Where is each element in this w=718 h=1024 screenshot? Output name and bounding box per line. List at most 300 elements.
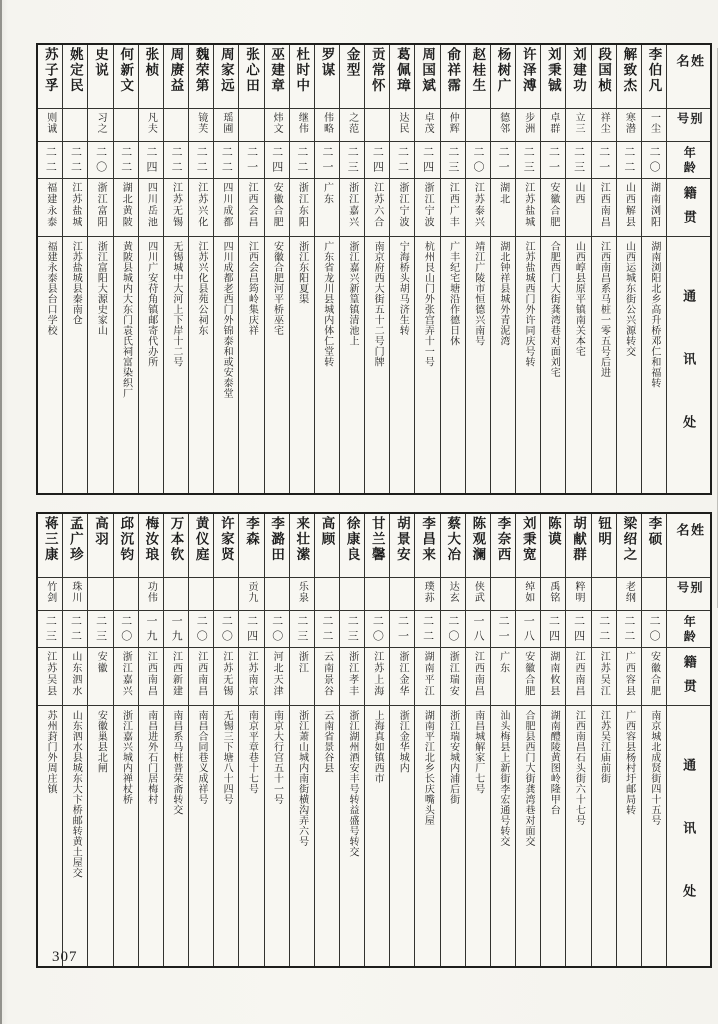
header-native-place-label: 籍贯 [681,186,697,234]
table-header-column [666,45,710,493]
person-address: 云南省景谷县 [321,710,333,773]
person-name: 张桢 [143,47,159,78]
person-address: 江苏盐城西门外许同庆号转 [523,241,535,367]
person-alias-cell [38,109,62,142]
person-address: 杭州艮山门外张宫弄十一号 [422,241,434,367]
person-address-cell [390,706,414,966]
person-address-cell [516,706,540,966]
person-name: 孟广珍 [67,516,83,563]
person-age-cell [63,611,87,648]
person-native-place-cell [189,179,213,237]
person-native-place-cell [290,179,314,237]
person-age: 二二 [295,146,308,176]
person-address: 湖北钟祥县城外青泥湾 [497,241,509,346]
person-age: 二二 [597,615,610,645]
person-column [414,514,439,966]
person-name-cell [365,45,389,109]
person-age-cell [566,142,590,179]
person-name: 邱沉钧 [118,516,134,563]
person-alias: 璞荪 [422,581,434,603]
person-column [515,45,540,493]
person-native-place-cell [441,648,465,706]
person-address: 合肥县西门大街龚湾巷对面交 [523,710,535,847]
person-alias: 贡九 [246,581,258,603]
header-address [667,706,710,966]
person-address: 山西运城东街公兴源转交 [623,241,635,357]
person-native-place: 浙江宁波 [396,182,408,228]
person-age: 二四 [371,146,384,176]
person-name: 张心田 [243,47,259,94]
person-name: 陈谟 [545,516,561,547]
person-name-cell [642,514,666,578]
scan-edge-artifact-left [0,0,2,1024]
person-alias: 祥尘 [598,112,610,134]
person-age-cell [365,142,389,179]
person-column [238,514,263,966]
person-column [339,45,364,493]
person-age: 二二 [69,146,82,176]
person-column [87,45,112,493]
person-native-place: 江苏六合 [371,182,383,228]
person-column [641,514,666,966]
person-native-place: 浙江嘉兴 [346,182,358,228]
person-native-place: 江西新建 [170,651,182,697]
person-native-place: 浙江孝丰 [346,651,358,697]
person-age: 二〇 [94,146,107,176]
person-age: 二二 [119,146,132,176]
person-address: 江西会昌筠岭集庆祥 [246,241,258,336]
person-address-cell [63,237,87,493]
person-name-cell [315,45,339,109]
person-name: 杨树广 [495,47,511,94]
person-alias-cell [290,578,314,611]
person-native-place: 福建永泰 [44,182,56,228]
header-name-label: 姓名 [674,523,705,551]
person-address: 浙江湖州酒安丰号转益盛号转交 [346,710,358,857]
person-native-place-cell [415,648,439,706]
person-address: 浙江金华城内 [397,710,409,773]
person-age-cell [516,142,540,179]
person-column [389,45,414,493]
person-name: 姚定民 [67,47,83,94]
person-age: 二一 [497,615,510,645]
person-address: 汕头梅县上新街李宏通号转交 [497,710,509,847]
person-native-place-cell [114,179,138,237]
person-name: 李伯凡 [646,47,662,94]
person-alias: 寒潜 [623,112,635,134]
person-native-place-cell [139,179,163,237]
person-name-cell [114,45,138,109]
person-column [238,45,263,493]
person-alias-cell [365,109,389,142]
person-address: 南昌进外石门居梅村 [145,710,157,805]
person-alias: 之范 [346,112,358,134]
person-alias-cell [592,109,616,142]
person-native-place-cell [592,179,616,237]
person-name-cell [63,514,87,578]
person-age: 二三 [572,146,585,176]
person-alias-cell [566,578,590,611]
person-address-cell [466,706,490,966]
person-native-place: 安徽合肥 [547,182,559,228]
person-age-cell [114,611,138,648]
person-native-place-cell [617,179,641,237]
person-age: 二四 [245,615,258,645]
person-address-cell [340,706,364,966]
person-age-cell [265,611,289,648]
person-address-cell [88,237,112,493]
person-native-place: 浙江宁波 [422,182,434,228]
person-native-place-cell [415,179,439,237]
person-age-cell [642,611,666,648]
person-age-cell [566,611,590,648]
person-name: 刘建功 [571,47,586,94]
person-native-place: 江西南昌 [145,651,157,697]
person-address: 黄陂县城内大东门袁氏祠富染织厂 [120,241,132,399]
person-name: 贡常怀 [369,47,385,94]
person-native-place: 江西会昌 [246,182,258,228]
person-name-cell [38,45,62,109]
header-age [667,142,710,179]
person-native-place-cell [290,648,314,706]
person-name: 周国斌 [420,47,436,94]
person-alias-cell [390,578,414,611]
person-age: 二〇 [471,146,484,176]
person-age-cell [114,142,138,179]
person-native-place-cell [139,648,163,706]
person-age-cell [38,611,62,648]
person-name-cell [265,514,289,578]
person-column [540,514,565,966]
person-column [62,45,87,493]
person-name-cell [38,514,62,578]
person-name-cell [415,45,439,109]
person-age-cell [491,611,515,648]
person-name: 梁绍之 [621,516,637,563]
person-native-place-cell [239,179,263,237]
person-alias: 步洲 [522,112,534,134]
person-name-cell [592,514,616,578]
person-address-cell [566,706,590,966]
person-address: 浙江萧山城内南街横沟弄六号 [296,710,308,847]
person-address: 山东泗水县城东大卞桥邮转黄土屋交 [70,710,82,878]
person-alias-cell [617,109,641,142]
person-column [465,514,490,966]
person-age: 二三 [346,615,359,645]
person-alias-cell [340,578,364,611]
person-column [188,45,213,493]
person-age-cell [38,142,62,179]
person-alias-cell [541,578,565,611]
person-age-cell [415,142,439,179]
person-address: 江苏兴化县苑公祠东 [196,241,207,336]
person-address-cell [265,706,289,966]
person-name-cell [63,45,87,109]
person-column [591,45,616,493]
person-name-cell [516,514,540,578]
person-address-cell [114,237,138,493]
person-name: 徐康良 [344,516,360,563]
person-column [440,514,465,966]
person-name: 高羽 [93,516,109,547]
person-name: 蒋三康 [42,516,58,563]
person-address: 无锡城中大河上下岸十二号 [170,241,182,367]
person-alias-cell [164,578,188,611]
person-age-cell [239,142,263,179]
person-alias-cell [642,109,666,142]
directory-table-top [36,43,712,495]
person-native-place-cell [340,648,364,706]
person-column [138,514,163,966]
person-alias-cell [340,109,364,142]
person-native-place-cell [214,179,238,237]
person-address: 苏州葑门外周庄镇 [45,710,57,794]
person-alias-cell [315,109,339,142]
person-name-cell [441,45,465,109]
person-age-cell [541,142,565,179]
person-address-cell [617,706,641,966]
person-alias: 竹剑 [44,581,56,603]
person-native-place: 江苏泰兴 [472,182,484,228]
person-age: 二三 [295,615,308,645]
person-address-cell [265,237,289,493]
person-name: 杜时中 [294,47,310,94]
person-age-cell [466,142,490,179]
person-age: 一九 [170,615,183,645]
person-age: 二二 [44,146,57,176]
page-number: 307 [52,949,78,965]
person-age: 二三 [522,146,535,176]
person-age-cell [340,611,364,648]
person-native-place: 江西广丰 [447,182,459,228]
person-age-cell [139,611,163,648]
person-native-place-cell [63,179,87,237]
person-alias: 达民 [396,112,408,134]
person-alias: 珠川 [69,581,81,603]
person-native-place-cell [491,648,515,706]
person-name-cell [139,514,163,578]
person-alias: 炜文 [271,112,283,134]
person-address: 福建永泰县台口学校 [45,241,57,336]
person-native-place-cell [340,179,364,237]
person-native-place: 湖北黄陂 [120,182,132,228]
person-alias-cell [63,109,87,142]
person-name-cell [340,45,364,109]
person-age: 二〇 [220,615,233,645]
person-native-place: 江苏无锡 [220,651,232,697]
person-native-place-cell [38,179,62,237]
person-address: 南昌城解家厂七号 [472,710,484,794]
person-age-cell [88,142,112,179]
person-name-cell [642,45,666,109]
person-column [163,45,188,493]
person-age-cell [390,611,414,648]
person-native-place-cell [617,648,641,706]
person-alias-cell [365,578,389,611]
person-address: 安徽巢县北闸 [95,710,107,773]
person-address: 南昌系马桩普荣斋转交 [170,710,182,815]
person-alias: 仲辉 [447,112,459,134]
person-age-cell [390,142,414,179]
header-address [667,237,710,493]
person-alias: 一尘 [648,112,660,134]
person-age-cell [315,142,339,179]
person-age: 二三 [44,615,57,645]
person-address: 江苏吴江庙前街 [598,710,610,784]
person-native-place: 湖南浏阳 [648,182,660,228]
person-alias-cell [390,109,414,142]
person-address: 湖南平江北乡长庆嘴头屋 [422,710,434,826]
person-native-place-cell [365,179,389,237]
person-address-cell [214,706,238,966]
person-native-place: 浙江 [296,651,308,674]
person-column [314,45,339,493]
person-native-place: 广东 [321,182,333,205]
person-name: 段国桢 [596,47,612,94]
person-native-place-cell [592,648,616,706]
person-address-cell [63,706,87,966]
person-address-cell [214,237,238,493]
person-column [264,514,289,966]
header-age-label: 年龄 [682,146,697,176]
person-age: 一九 [144,615,157,645]
person-name-cell [566,514,590,578]
person-name-cell [617,45,641,109]
person-address-cell [239,706,263,966]
person-age: 二二 [220,146,233,176]
person-name: 葛佩璋 [394,47,410,94]
person-alias-cell [441,578,465,611]
person-age: 二二 [622,146,635,176]
person-alias-cell [415,578,439,611]
person-alias-cell [541,109,565,142]
person-native-place-cell [315,179,339,237]
person-name: 金型 [344,47,360,78]
person-address-cell [642,237,666,493]
person-column [641,45,666,493]
person-name: 赵桂生 [470,47,486,94]
person-name: 李奈西 [495,516,511,563]
person-alias-cell [642,578,666,611]
person-name-cell [541,514,565,578]
person-address-cell [491,706,515,966]
person-column [364,45,389,493]
person-address: 南京城北成贤街四十五号 [648,710,660,826]
person-age-cell [189,611,213,648]
person-name-cell [214,514,238,578]
person-column [188,514,213,966]
person-address: 南京府西大街五十二号门牌 [372,241,384,367]
person-name-cell [189,45,213,109]
person-name-cell [315,514,339,578]
person-native-place-cell [214,648,238,706]
person-native-place: 四川岳池 [145,182,157,228]
person-age: 二一 [396,615,409,645]
person-alias-cell [189,578,213,611]
person-age-cell [315,611,339,648]
person-address-cell [541,706,565,966]
person-alias-cell [315,578,339,611]
person-age: 二三 [446,146,459,176]
person-address-cell [566,237,590,493]
person-name-cell [214,45,238,109]
person-native-place: 浙江富阳 [95,182,107,228]
person-column [113,45,138,493]
person-alias: 绰如 [522,581,534,603]
person-alias-cell [290,109,314,142]
person-age: 一八 [522,615,535,645]
person-alias-cell [466,578,490,611]
person-column [289,45,314,493]
person-column [314,514,339,966]
person-address-cell [88,706,112,966]
person-column [490,514,515,966]
person-name-cell [491,514,515,578]
person-age: 二二 [170,146,183,176]
person-address: 江西南昌石头街六十七号 [573,710,585,826]
person-address: 无锡三下塘八十四号 [221,710,233,805]
person-name-cell [265,45,289,109]
person-alias-cell [566,109,590,142]
person-age-cell [63,142,87,179]
person-address-cell [415,237,439,493]
person-age: 二三 [346,146,359,176]
person-address: 广东省龙川县城内体仁堂转 [321,241,333,367]
person-address-cell [340,237,364,493]
person-alias-cell [88,578,112,611]
header-address-label: 通讯处 [681,289,697,478]
person-age: 二〇 [446,615,459,645]
person-name-cell [340,514,364,578]
person-age-cell [290,142,314,179]
person-name: 钮明 [596,516,612,547]
person-address-cell [139,237,163,493]
header-alias [667,578,710,611]
person-column [490,45,515,493]
person-name: 周赓益 [168,47,184,94]
person-age-cell [592,142,616,179]
person-address: 四川广安苻角镇邮寄代办所 [145,241,157,367]
person-name: 蔡大冶 [445,516,461,563]
person-age-cell [88,611,112,648]
person-name-cell [239,45,263,109]
person-address: 南京大行宫五十一号 [271,710,283,805]
person-name: 许泽溥 [520,47,536,94]
person-alias: 老纲 [623,581,635,603]
person-name: 甘兰馨 [369,516,385,563]
person-column [213,45,238,493]
person-alias: 侠武 [472,581,484,603]
person-alias: 功伟 [145,581,157,603]
person-alias-cell [214,578,238,611]
person-alias: 卓群 [547,112,559,134]
person-age: 二〇 [119,615,132,645]
person-native-place: 浙江瑞安 [447,651,459,697]
person-native-place-cell [491,179,515,237]
person-column [163,514,188,966]
person-address-cell [189,706,213,966]
person-column [465,45,490,493]
person-age: 二二 [622,615,635,645]
person-age: 二四 [572,615,585,645]
person-address-cell [441,706,465,966]
person-alias: 立三 [573,112,585,134]
person-address-cell [315,706,339,966]
person-column [364,514,389,966]
person-address: 合肥西门大街龚湾巷对面刘宅 [548,241,560,378]
person-name: 胡景安 [394,516,410,563]
header-native-place [667,179,710,237]
